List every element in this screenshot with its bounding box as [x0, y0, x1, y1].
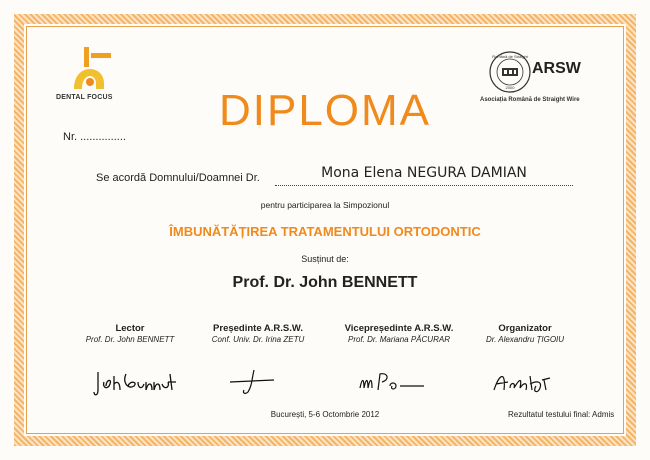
speaker-name: Prof. Dr. John BENNETT — [232, 274, 418, 291]
signature-lector-icon — [92, 368, 182, 400]
signatory-name: Conf. Univ. Dr. Irina ZETU — [211, 335, 305, 344]
number-label: Nr. ............... — [63, 131, 126, 143]
signatory-role: Președinte A.R.S.W. — [213, 323, 303, 334]
signatory-name: Prof. Dr. John BENNETT — [85, 335, 175, 344]
signatory-organizer — [450, 323, 600, 344]
signatory-role: Vicepreședinte A.R.S.W. — [344, 323, 454, 334]
symposium-title: ÎMBUNĂTĂȚIREA TRATAMENTULUI ORTODONTIC — [169, 224, 481, 239]
signatory-name: Prof. Dr. Mariana PĂCURAR — [348, 335, 450, 344]
final-test-result: Rezultatul testului final: Admis — [508, 410, 615, 419]
seal-ring-text: Română de Straight — [492, 54, 528, 59]
seal-year: 2000 — [505, 85, 515, 90]
recipient-name: Mona Elena NEGURA DAMIAN — [321, 165, 527, 181]
left-logo-text: DENTAL FOCUS — [56, 94, 113, 101]
right-logo-text: ARSW — [532, 60, 581, 77]
signatory-name: Dr. Alexandru ȚIGOIU — [485, 335, 565, 344]
right-logo-subtitle: Asociația Română de Straight Wire — [480, 97, 580, 103]
signatory-role: Organizator — [498, 323, 552, 334]
signatory-role: Lector — [115, 323, 145, 334]
signature-president-icon — [228, 368, 278, 396]
signature-organizer-icon — [490, 368, 560, 396]
diploma-title: DIPLOMA — [218, 86, 432, 135]
signature-vice-president-icon — [356, 368, 426, 396]
signatory-president — [183, 323, 333, 344]
supported-label: Susținut de: — [301, 254, 349, 264]
place-and-date: București, 5-6 Octombrie 2012 — [270, 410, 380, 419]
awarded-label: Se acordă Domnului/Doamnei Dr. — [96, 172, 260, 184]
participation-text: pentru participarea la Simpozionul — [260, 200, 390, 210]
